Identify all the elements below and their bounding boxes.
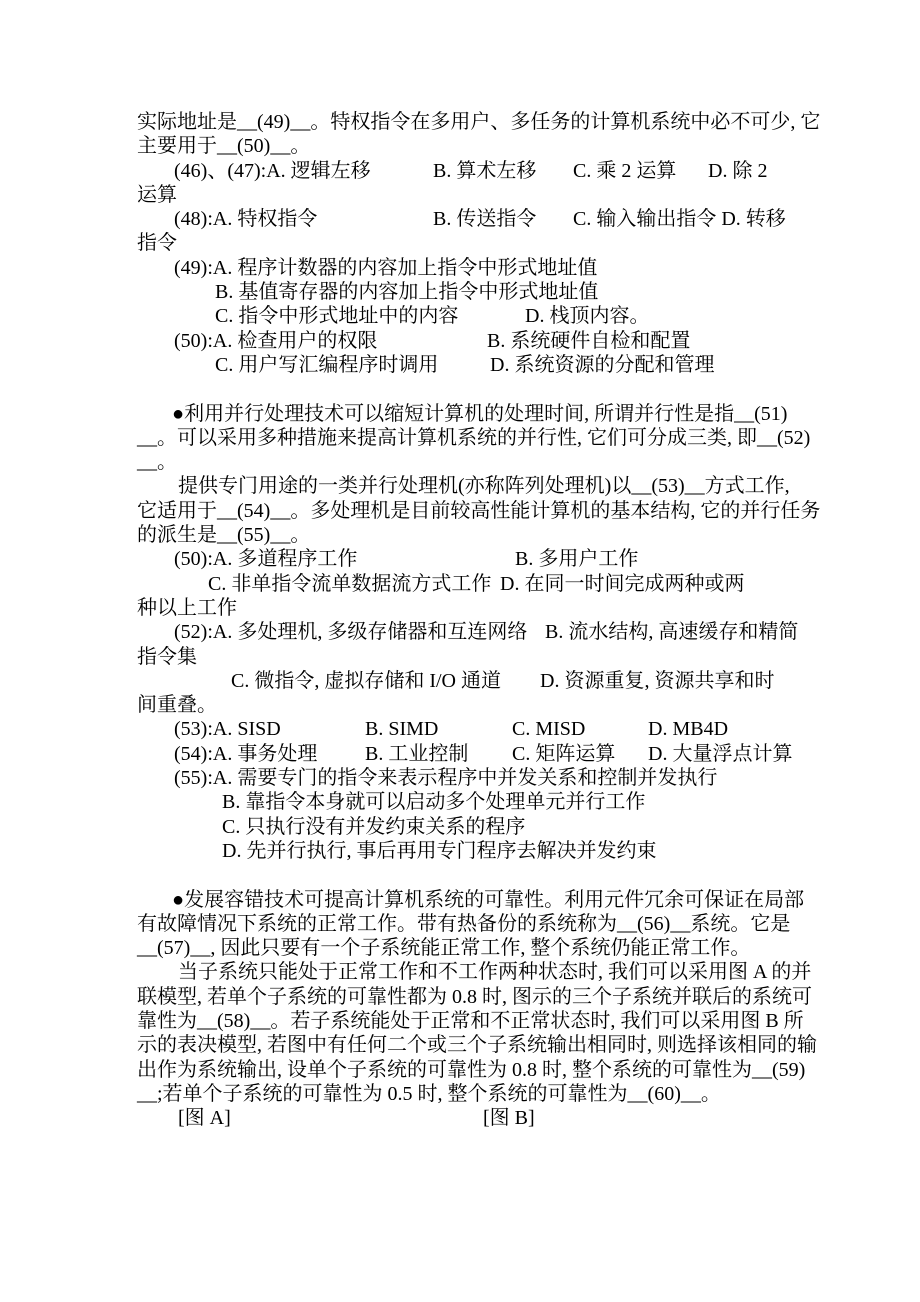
text-segment: 实际地址是__(49)__。特权指令在多用户、多任务的计算机系统中必不可少, 它: [137, 111, 821, 133]
text-line: [0, 1009, 920, 1033]
text-segment: C. 用户写汇编程序时调用: [215, 353, 439, 376]
text-segment: D. 在同一时间完成两种或两: [500, 572, 745, 595]
text-segment: D. 资源重复, 资源共享和时: [540, 669, 775, 692]
text-line: [0, 1033, 920, 1057]
text-line: [0, 596, 920, 620]
text-line: [0, 669, 920, 693]
text-segment: __;若单个子系统的可靠性为 0.5 时, 整个系统的可靠性为__(60)__。: [137, 1082, 721, 1105]
text-line: [0, 645, 920, 669]
text-segment: 提供专门用途的一类并行处理机(亦称阵列处理机)以__(53)__方式工作,: [178, 475, 790, 498]
text-segment: 主要用于__(50)__。: [137, 135, 311, 158]
text-segment: C. 非单指令流单数据流方式工作: [208, 572, 492, 595]
text-segment: __。可以采用多种措施来提高计算机系统的并行性, 它们可分成三类, 即__(52): [137, 426, 811, 449]
text-segment: C. 指令中形式地址中的内容: [215, 305, 459, 328]
text-line: [0, 742, 920, 766]
text-segment: (48):A. 特权指令: [174, 208, 318, 231]
text-segment: [图 B]: [483, 1107, 535, 1130]
text-line: [0, 402, 920, 426]
text-line: [0, 304, 920, 328]
text-segment: C. 矩阵运算: [512, 742, 616, 765]
text-line: [0, 547, 920, 571]
text-segment: 指令集: [137, 645, 197, 668]
text-line: [0, 960, 920, 984]
text-line: [0, 377, 920, 401]
text-segment: D. 栈顶内容。: [525, 305, 650, 328]
text-line: [0, 183, 920, 207]
text-segment: D. 先并行执行, 事后再用专门程序去解决并发约束: [222, 839, 657, 862]
text-segment: (53):A. SISD: [174, 718, 281, 741]
text-segment: (50):A. 多道程序工作: [174, 548, 358, 571]
text-segment: ●利用并行处理技术可以缩短计算机的处理时间, 所谓并行性是指__(51): [172, 402, 788, 425]
text-segment: ●发展容错技术可提高计算机系统的可靠性。利用元件冗余可保证在局部: [172, 888, 805, 911]
text-line: [0, 790, 920, 814]
text-line: [0, 839, 920, 863]
text-segment: D. 大量浮点计算: [648, 742, 793, 765]
text-line: [0, 353, 920, 377]
text-line: [0, 572, 920, 596]
text-line: [0, 620, 920, 644]
text-segment: D. 除 2: [708, 159, 768, 182]
text-line: [0, 450, 920, 474]
text-line: [0, 1082, 920, 1106]
text-segment: B. 传送指令: [433, 208, 537, 231]
text-segment: 种以上工作: [137, 596, 237, 619]
text-segment: (55):A. 需要专门的指令来表示程序中并发关系和控制并发执行: [174, 767, 718, 790]
text-line: [0, 523, 920, 547]
text-segment: B. SIMD: [365, 718, 439, 741]
text-segment: (50):A. 检查用户的权限: [174, 329, 378, 352]
text-segment: B. 基值寄存器的内容加上指令中形式地址值: [215, 281, 599, 304]
text-segment: C. MISD: [512, 718, 586, 741]
text-line: [0, 280, 920, 304]
text-segment: __(57)__, 因此只要有一个子系统能正常工作, 整个系统仍能正常工作。: [137, 937, 751, 960]
text-segment: 间重叠。: [137, 694, 217, 717]
text-segment: B. 多用户工作: [515, 548, 639, 571]
document-lines: [0, 110, 920, 1130]
text-segment: 联模型, 若单个子系统的可靠性都为 0.8 时, 图示的三个子系统并联后的系统可: [137, 985, 812, 1008]
text-segment: B. 系统硬件自检和配置: [487, 329, 691, 352]
text-line: [0, 256, 920, 280]
text-line: [0, 693, 920, 717]
text-segment: (49):A. 程序计数器的内容加上指令中形式地址值: [174, 256, 598, 279]
text-segment: [图 A]: [178, 1107, 231, 1130]
text-segment: 靠性为__(58)__。若子系统能处于正常和不正常状态时, 我们可以采用图 B 所: [137, 1009, 804, 1032]
text-segment: 运算: [137, 183, 177, 206]
text-segment: (54):A. 事务处理: [174, 742, 318, 765]
text-segment: 出作为系统输出, 设单个子系统的可靠性为 0.8 时, 整个系统的可靠性为__(59): [137, 1058, 806, 1081]
text-line: [0, 912, 920, 936]
text-segment: 它适用于__(54)__。多处理机是目前较高性能计算机的基本结构, 它的并行任务: [137, 499, 821, 522]
text-line: [0, 1106, 920, 1130]
text-line: [0, 207, 920, 231]
text-line: [0, 134, 920, 158]
text-segment: C. 输入输出指令 D. 转移: [573, 208, 786, 231]
text-segment: (46)、(47):A. 逻辑左移: [174, 159, 371, 182]
text-line: [0, 426, 920, 450]
text-segment: C. 只执行没有并发约束关系的程序: [222, 815, 526, 838]
text-line: [0, 1058, 920, 1082]
text-segment: B. 流水结构, 高速缓存和精简: [545, 621, 799, 644]
text-line: [0, 936, 920, 960]
text-line: [0, 815, 920, 839]
text-line: [0, 231, 920, 255]
text-segment: 指令: [137, 232, 177, 255]
text-line: [0, 985, 920, 1009]
text-segment: 的派生是__(55)__。: [137, 524, 311, 547]
text-line: [0, 766, 920, 790]
text-line: [0, 499, 920, 523]
text-line: [0, 159, 920, 183]
text-line: [0, 863, 920, 887]
text-line: [0, 888, 920, 912]
text-line: [0, 474, 920, 498]
text-segment: D. 系统资源的分配和管理: [490, 353, 715, 376]
text-segment: __。: [137, 451, 177, 474]
text-segment: 当子系统只能处于正常工作和不工作两种状态时, 我们可以采用图 A 的并: [178, 961, 812, 984]
text-segment: D. MB4D: [648, 718, 729, 741]
text-segment: B. 算术左移: [433, 159, 537, 182]
text-line: [0, 110, 920, 134]
text-line: [0, 717, 920, 741]
text-segment: C. 乘 2 运算: [573, 159, 677, 182]
text-segment: 有故障情况下系统的正常工作。带有热备份的系统称为__(56)__系统。它是: [137, 912, 791, 935]
text-segment: B. 靠指令本身就可以启动多个处理单元并行工作: [222, 791, 646, 814]
text-segment: 示的表决模型, 若图中有任何二个或三个子系统输出相同时, 则选择该相同的输: [137, 1034, 817, 1057]
text-segment: C. 微指令, 虚拟存储和 I/O 通道: [231, 669, 501, 692]
text-segment: B. 工业控制: [365, 742, 469, 765]
text-line: [0, 329, 920, 353]
text-segment: (52):A. 多处理机, 多级存储器和互连网络: [174, 621, 528, 644]
